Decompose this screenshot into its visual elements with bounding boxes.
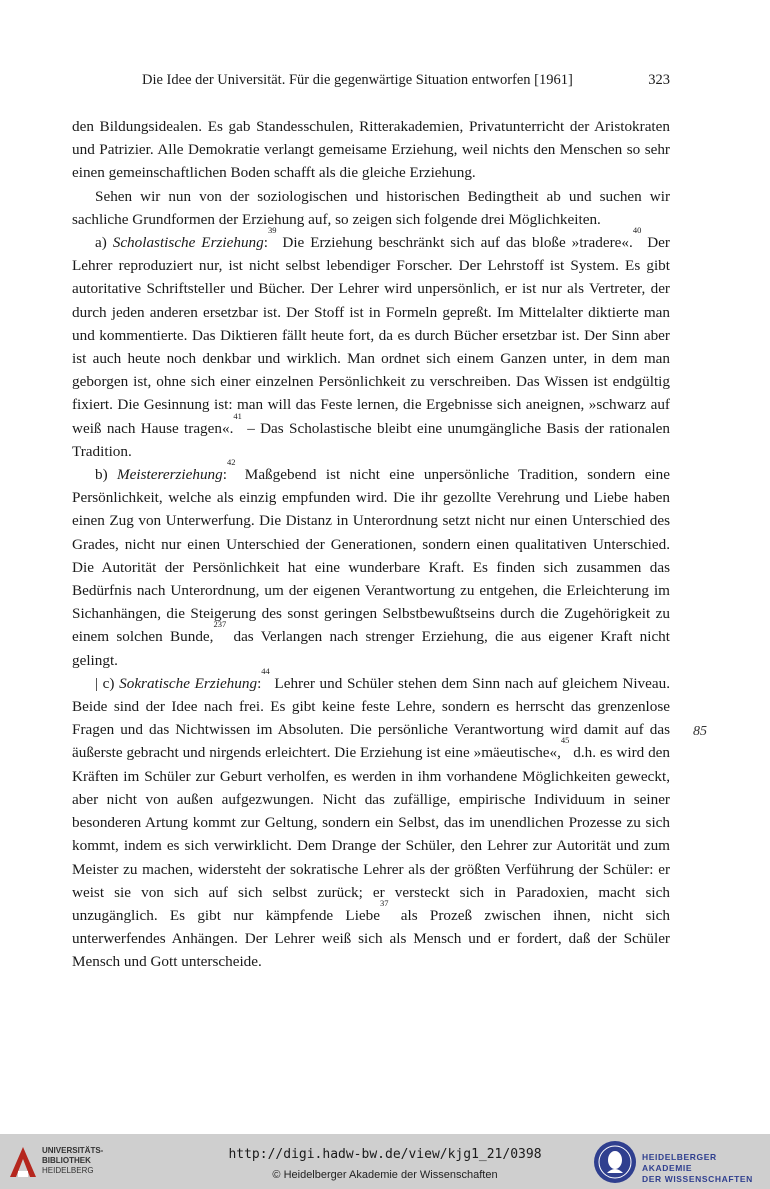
footnote-ref-37: 37	[380, 897, 389, 908]
paragraph-scholastic	[72, 225, 671, 463]
section-a-text-2: Der Lehrer reproduziert nur, ist nicht selbst lebendiger Forscher. Der Lehrstoff ist System. Es gibt autoritative Schriftsteller und Bücher. Der Lehrer wird unpersönlich, er ist nur als Vertreter, der durch jeden anderen ersetzbar ist. Der Stoff ist in Formeln gepreßt. Im Mittelalter diktierte man und kommentierte. Das Diktieren fällt heute fort, da es durch Bücher ersetzbar ist. Der Sinn aber ist auch heute noch denkbar und wirklich. Man ordnet sich einem Ganzen unter, in dem man geborgen ist, ohne sich einer einzelnen Persönlichkeit zu verschreiben. Das Wissen ist endgültig fixiert. Die Gesinnung ist: man will das Feste lernen, die Ergebnisse sich aneignen, »schwarz auf weiß nach Hause tragen«.	[72, 234, 670, 437]
footnote-ref-41: 41	[233, 410, 242, 421]
section-c-title: Sokratische Erziehung	[119, 674, 258, 692]
footnote-ref-42: 42	[226, 457, 236, 468]
paragraph-1: den Bildungsidealen. Es gab Standesschulen, Ritterakademien, Privatunterricht der Aristokraten und Patrizier. Alle Demokratie verlangt gemeisame Erziehung, weil nichts den Menschen so sehr einen gemeinschaftlichen Boden schafft als die gleiche Erziehung.	[72, 118, 670, 182]
footnote-ref-44: 44	[261, 665, 270, 676]
section-a-colon: :	[263, 234, 268, 252]
academy-seal-icon	[594, 1141, 636, 1183]
hadw-logo-line-2: DER WISSENSCHAFTEN	[642, 1174, 753, 1184]
footer-url-link[interactable]: http://digi.hadw-bw.de/view/kjg1_21/0398	[228, 1147, 542, 1162]
footer-bar	[0, 1134, 770, 1189]
section-c-text-2: d.h. es wird den Kräften im Schüler zur Geburt verholfen, es werden in ihm vorhandene Möglichkeiten geweckt, aber nicht von außen aufgezwungen. Nicht das zufällige, empirische Individuum in seiner besonderen Artung kommt zur Geltung, sondern ein Selbst, das im unendlichen Prozesse zu sich kommt, indem es sich verwirklicht. Dem Drange der Schüler, den Lehrer zur Autorität und zum Meister zu machen, widersteht der sokratische Lehrer als der größten Verführung der Schüler: er weist sie von sich auf sich selbst zurück; er versteckt sich in Paradoxien, macht sich unzugänglich. Es gibt nur kämpfende Liebe	[72, 744, 670, 924]
section-a-prefix: a)	[95, 234, 113, 252]
hadw-logo-text	[642, 1152, 764, 1185]
paragraph-master	[72, 457, 670, 672]
footnote-ref-237: 237	[213, 619, 227, 630]
section-b-prefix: b)	[95, 466, 117, 484]
body-text	[72, 115, 670, 974]
section-c-colon: :	[257, 674, 262, 692]
hadw-logo-line-1: HEIDELBERGER AKADEMIE	[642, 1152, 717, 1173]
section-b-text-1: Maßgebend ist nicht eine unpersönliche Tradition, sondern eine Persönlichkeit, welche als einzig empfunden wird. Die ihr gezollte Verehrung und Liebe haben einen Zug von Unterwerfung. Die Distanz in Unterordnung setzt nicht nur einen Unterschied des Grades, nicht nur einen Unterschied der Generationen, sondern einen qualitativen Unterschied. Die Autorität der Persönlichkeit hat eine wunderbare Kraft. Es finden sich zusammen das Bedürfnis nach Unterordnung, um der eigenen Verantwortung zu entgehen, die Erleichterung im Sichanhängen, die Steigerung des sonst geringen Selbstbewußtseins durch die Zugehörigkeit zu einem solchen Bunde,	[72, 466, 670, 646]
section-a-text-3: – Das Scholastische bleibt eine unumgängliche Basis der rationalen Tradition.	[72, 419, 671, 460]
margin-page-reference: 85	[693, 724, 707, 739]
hadw-logo[interactable]	[594, 1140, 764, 1184]
section-c-text-3: als Prozeß zwischen ihnen, nicht sich unterwerfendes Anhängen. Der Lehrer weiß sich als Mensch und er fordert, daß der Schüler Mensch und Gott unterscheide.	[72, 906, 670, 971]
footnote-ref-40: 40	[632, 225, 642, 236]
section-a-title: Scholastische Erziehung	[112, 234, 264, 252]
section-a-text-1: Die Erziehung beschränkt sich auf das bloße »tradere«.	[276, 234, 633, 252]
paragraph-2: Sehen wir nun von der soziologischen und historischen Bedingtheit ab und suchen wir sachliche Grundformen der Erziehung auf, so zeigen sich folgende drei Möglichkeiten.	[72, 187, 670, 228]
ub-logo-line-3: HEIDELBERG	[42, 1166, 94, 1175]
footer-copyright: © Heidelberger Akademie der Wissenschaften	[272, 1169, 498, 1181]
section-c-text-1: Lehrer und Schüler stehen dem Sinn nach auf gleichem Niveau. Beide sind der Idee nach frei. Es gibt keine feste Lehre, sondern es herrscht das grenzenlose Fragen und das Nichtwissen im Absoluten. Die persönliche Verantwortung wird damit auf das äußerste gebracht und nirgends erleichtert. Die Erziehung ist eine »mäeutische«,	[72, 674, 671, 762]
paragraph-socratic	[72, 665, 671, 974]
footnote-ref-45: 45	[560, 735, 570, 746]
page-number: 323	[648, 72, 670, 88]
footnote-ref-39: 39	[267, 225, 277, 236]
section-b-text-2: das Verlangen nach strenger Erziehung, die aus eigener Kraft nicht gelingt.	[72, 628, 670, 669]
ub-logo-line-1: UNIVERSITÄTS-	[42, 1146, 104, 1155]
section-c-prefix: | c)	[95, 674, 120, 692]
section-b-title: Meistererziehung	[117, 466, 223, 484]
section-b-colon: :	[222, 466, 227, 484]
running-head: Die Idee der Universität. Für die gegenwärtige Situation entworfen [1961]	[142, 72, 573, 88]
ub-logo-line-2: BIBLIOTHEK	[42, 1156, 91, 1165]
